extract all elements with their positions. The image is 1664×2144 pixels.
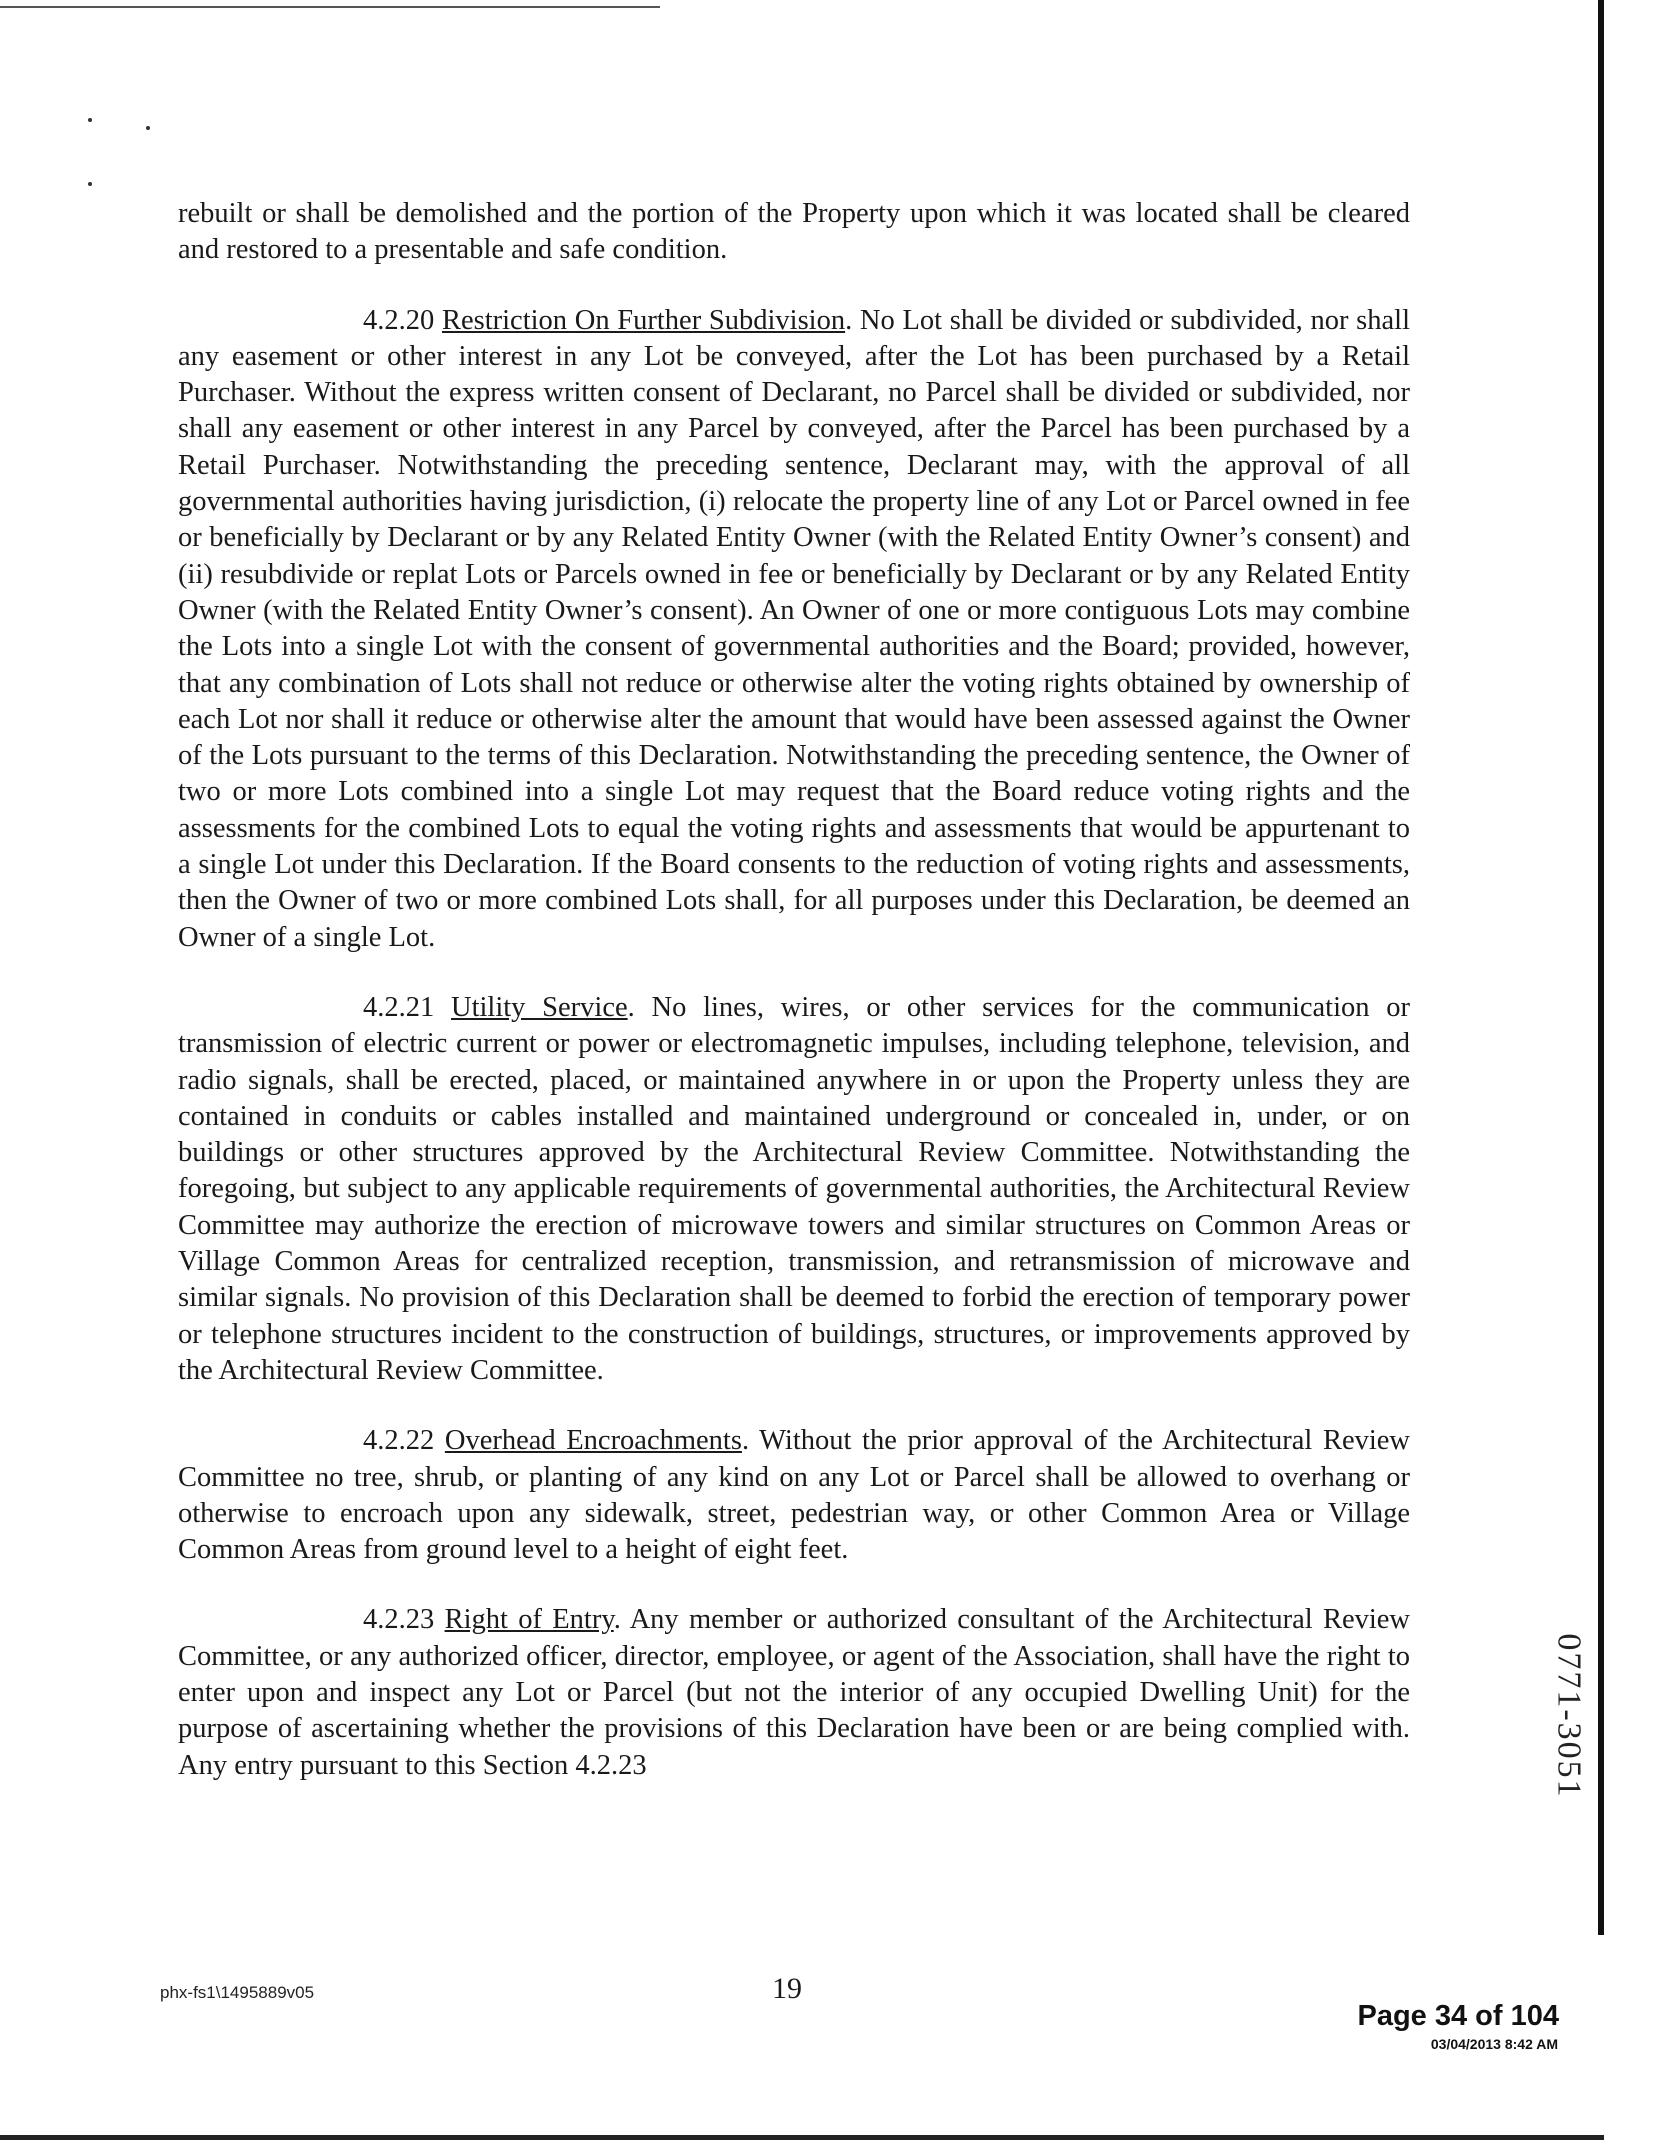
recording-datetime-stamp: 03/04/2013 8:42 AM [1430, 2036, 1558, 2052]
section-title: Utility Service [451, 991, 628, 1023]
recording-number-vertical [1549, 1536, 1589, 1896]
section-4-2-21 [178, 990, 1410, 1389]
right-margin-bar [1598, 0, 1604, 1935]
section-number: 4.2.20 [363, 304, 435, 336]
recording-page-stamp: Page 34 of 104 [1357, 2000, 1559, 2032]
top-rule [0, 6, 660, 8]
paragraph-continuation [178, 196, 1410, 269]
section-number: 4.2.21 [363, 991, 435, 1023]
section-number: 4.2.23 [363, 1604, 435, 1636]
section-text: . No Lot shall be divided or subdivided, nor shall any easement or other interest in any Lot be conveyed, after the Lot has been purchased by a Retail Purchaser. Without the express written consent of Declarant, no Parcel shall be divided or subdivided, nor shall any easement or other interest in any Parcel by conveyed, after the Parcel has been purchased by a Retail Purchaser. Notwithstanding the preceding sentence, Declarant may, with the approval of all governmental authorities having jurisdiction, (i) relocate the property line of any Lot or Parcel owned in fee or beneficially by Declarant or by any Related Entity Owner (with the Related Entity Owner’s consent) and (ii) resubdivide or replat Lots or Parcels owned in fee or beneficially by Declarant or by any Related Entity Owner (with the Related Entity Owner’s consent). An Owner of one or more contiguous Lots may combine the Lots into a single Lot with the consent of governmental authorities and the Board; provided, however, that any combination of Lots shall not reduce or otherwise alter the voting rights obtained by ownership of each Lot nor shall it reduce or otherwise alter the amount that would have been assessed against the Owner of the Lots pursuant to the terms of this Declaration. Notwithstanding the preceding sentence, the Owner of two or more Lots combined into a single Lot may request that the Board reduce voting rights and the assessments for the combined Lots to equal the voting rights and assessments that would be appurtenant to a single Lot under this Declaration. If the Board consents to the reduction of voting rights and assessments, then the Owner of two or more combined Lots shall, for all purposes under this Declaration, be deemed an Owner of a single Lot. [178, 304, 1410, 953]
scan-speck [146, 126, 150, 130]
document-body [178, 196, 1410, 1818]
document-id: phx-fs1\1495889v05 [160, 1983, 315, 2002]
section-4-2-20 [178, 303, 1410, 956]
page-number: 19 [772, 1972, 802, 2005]
section-title: Overhead Encroachments [444, 1425, 742, 1457]
scan-speck [88, 182, 92, 186]
paragraph-text: rebuilt or shall be demolished and the portion of the Property upon which it was located shall be cleared and restored to a presentable and safe condition. [178, 198, 1410, 266]
section-number: 4.2.22 [363, 1425, 435, 1457]
scan-speck [88, 118, 92, 122]
section-title: Restriction On Further Subdivision [441, 304, 846, 336]
section-text: . Without the prior approval of the Architectural Review Committee no tree, shrub, or planting of any kind on any Lot or Parcel shall be allowed to overhang or otherwise to encroach upon any sidewalk, street, pedestrian way, or other Common Area or Village Common Areas from ground level to a height of eight feet. [178, 1425, 1411, 1566]
bottom-rule [0, 2135, 1604, 2140]
section-text: . Any member or authorized consultant of the Architectural Review Committee, or any authorized officer, director, employee, or agent of the Association, shall have the right to enter upon and inspect any Lot or Parcel (but not the interior of any occupied Dwelling Unit) for the purpose of ascertaining whether the provisions of this Declaration have been or are being complied with. Any entry pursuant to this Section 4.2.23 [178, 1604, 1411, 1781]
section-title: Right of Entry [444, 1604, 614, 1636]
recording-number-text: 0771-3051 [1551, 1633, 1589, 1799]
section-4-2-22 [178, 1423, 1410, 1568]
section-4-2-23 [178, 1602, 1410, 1783]
section-text: . No lines, wires, or other services for the communication or transmission of electric current or power or electromagnetic impulses, including telephone, television, and radio signals, shall be erected, placed, or maintained anywhere in or upon the Property unless they are contained in conduits or cables installed and maintained underground or concealed in, under, or on buildings or other structures approved by the Architectural Review Committee. Notwithstanding the foregoing, but subject to any applicable requirements of governmental authorities, the Architectural Review Committee may authorize the erection of microwave towers and similar structures on Common Areas or Village Common Areas for centralized reception, transmission, and retransmission of microwave and similar signals. No provision of this Declaration shall be deemed to forbid the erection of temporary power or telephone structures incident to the construction of buildings, structures, or improvements approved by the Architectural Review Committee. [178, 991, 1410, 1386]
